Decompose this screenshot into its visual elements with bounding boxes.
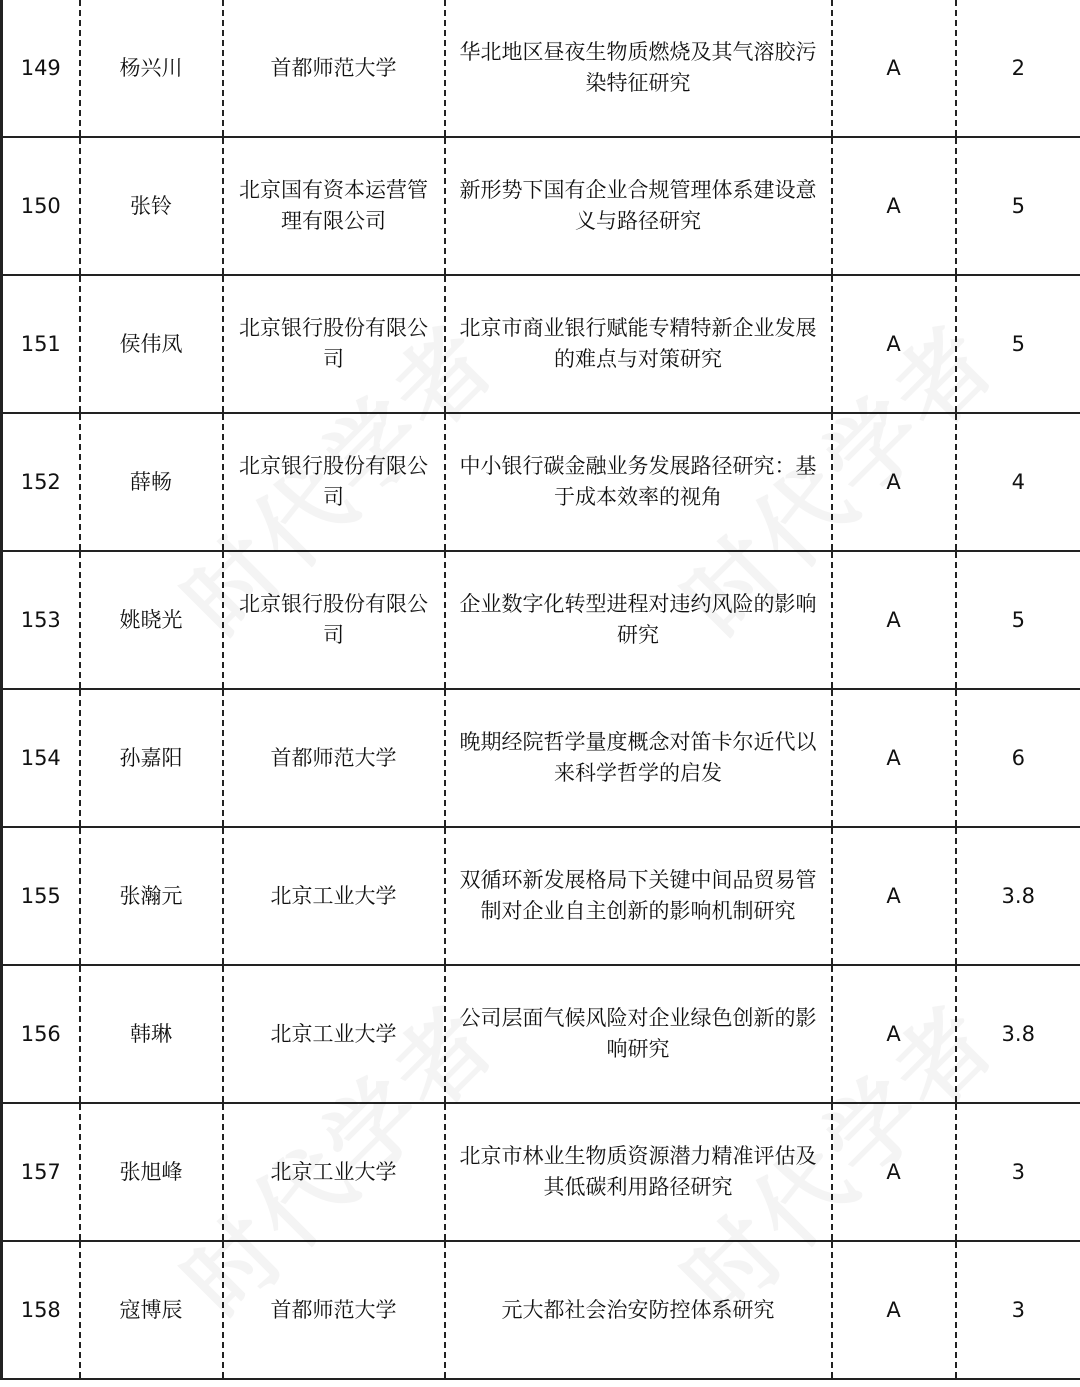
organization: 北京银行股份有限公司 [223, 275, 445, 413]
funding-amount: 3.8 [956, 827, 1080, 965]
organization: 北京工业大学 [223, 965, 445, 1103]
person-name: 张铃 [80, 137, 223, 275]
organization: 北京银行股份有限公司 [223, 551, 445, 689]
person-name: 薛畅 [80, 413, 223, 551]
project-title: 元大都社会治安防控体系研究 [445, 1241, 832, 1379]
grade: A [832, 827, 956, 965]
row-number: 155 [2, 827, 80, 965]
table-row [2, 551, 1080, 689]
project-title: 企业数字化转型进程对违约风险的影响研究 [445, 551, 832, 689]
person-name: 侯伟凤 [80, 275, 223, 413]
grade: A [832, 1241, 956, 1379]
row-number: 153 [2, 551, 80, 689]
project-title: 中小银行碳金融业务发展路径研究：基于成本效率的视角 [445, 413, 832, 551]
grade: A [832, 0, 956, 137]
table-row [2, 965, 1080, 1103]
table-row [2, 275, 1080, 413]
person-name: 孙嘉阳 [80, 689, 223, 827]
funding-amount: 6 [956, 689, 1080, 827]
organization: 首都师范大学 [223, 689, 445, 827]
grade: A [832, 965, 956, 1103]
grade: A [832, 413, 956, 551]
project-title: 北京市商业银行赋能专精特新企业发展的难点与对策研究 [445, 275, 832, 413]
row-number: 156 [2, 965, 80, 1103]
funding-amount: 4 [956, 413, 1080, 551]
table-row [2, 689, 1080, 827]
row-number: 152 [2, 413, 80, 551]
project-title: 公司层面气候风险对企业绿色创新的影响研究 [445, 965, 832, 1103]
row-number: 149 [2, 0, 80, 137]
funding-amount: 3 [956, 1103, 1080, 1241]
organization: 北京工业大学 [223, 827, 445, 965]
grade: A [832, 689, 956, 827]
organization: 北京银行股份有限公司 [223, 413, 445, 551]
grade: A [832, 275, 956, 413]
person-name: 韩琳 [80, 965, 223, 1103]
project-title: 华北地区昼夜生物质燃烧及其气溶胶污染特征研究 [445, 0, 832, 137]
funding-amount: 3.8 [956, 965, 1080, 1103]
organization: 北京国有资本运营管理有限公司 [223, 137, 445, 275]
organization: 首都师范大学 [223, 0, 445, 137]
funding-amount: 5 [956, 551, 1080, 689]
project-title: 双循环新发展格局下关键中间品贸易管制对企业自主创新的影响机制研究 [445, 827, 832, 965]
funding-amount: 5 [956, 137, 1080, 275]
table-row [2, 137, 1080, 275]
person-name: 张旭峰 [80, 1103, 223, 1241]
project-title: 北京市林业生物质资源潜力精准评估及其低碳利用路径研究 [445, 1103, 832, 1241]
table-row [2, 413, 1080, 551]
project-title: 晚期经院哲学量度概念对笛卡尔近代以来科学哲学的启发 [445, 689, 832, 827]
row-number: 151 [2, 275, 80, 413]
table-row [2, 1103, 1080, 1241]
person-name: 杨兴川 [80, 0, 223, 137]
project-title: 新形势下国有企业合规管理体系建设意义与路径研究 [445, 137, 832, 275]
funding-amount: 5 [956, 275, 1080, 413]
row-number: 154 [2, 689, 80, 827]
grade: A [832, 137, 956, 275]
person-name: 寇博辰 [80, 1241, 223, 1379]
table-row [2, 827, 1080, 965]
person-name: 姚晓光 [80, 551, 223, 689]
grade: A [832, 551, 956, 689]
funding-amount: 2 [956, 0, 1080, 137]
row-number: 157 [2, 1103, 80, 1241]
organization: 首都师范大学 [223, 1241, 445, 1379]
row-number: 150 [2, 137, 80, 275]
grade: A [832, 1103, 956, 1241]
table-row [2, 0, 1080, 137]
table-row [2, 1241, 1080, 1379]
person-name: 张瀚元 [80, 827, 223, 965]
organization: 北京工业大学 [223, 1103, 445, 1241]
row-number: 158 [2, 1241, 80, 1379]
funding-amount: 3 [956, 1241, 1080, 1379]
